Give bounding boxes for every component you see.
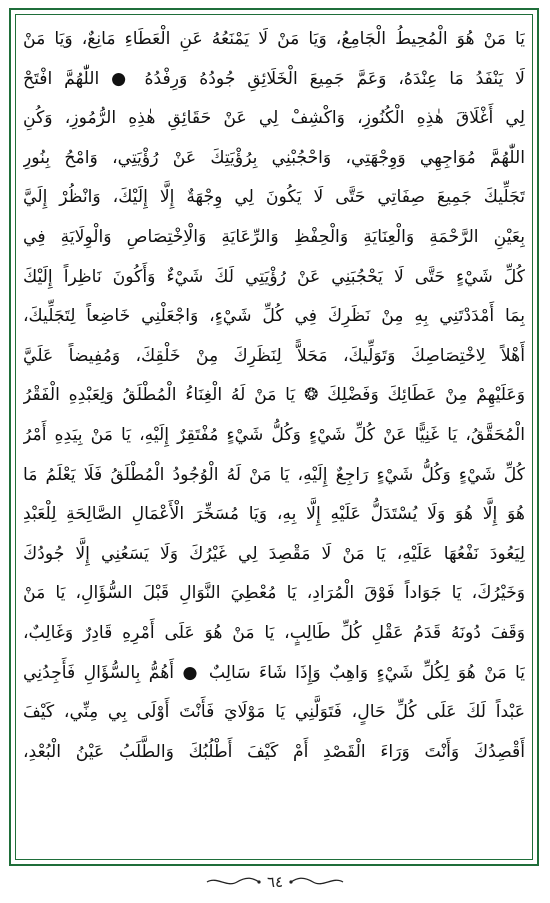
text-line: وَخَيْرُكَ، يَا جَوَاداً فَوْقَ الْمُرَادِ، يَا مُعْطِيَ النَّوَالِ قَبْلَ السُّؤَالِ، يَا مَنْ <box>23 583 525 604</box>
text-line: لِي أَغْلَاقَ هٰذِهِ الْكُنُوزِ، وَاكْشِفْ لِي عَنْ حَقَائِقِ هٰذِهِ الرُّمُوزِ، وَكُنِ <box>23 108 525 129</box>
text-line: بِمَا أَمْدَدْتَنِي بِهِ مِنْ نَظَرِكَ فِي كُلِّ شَيْءٍ، وَاجْعَلْنِي خَاضِعاً لِتَجَلِّيكَ، <box>23 306 525 327</box>
text-block <box>23 20 525 856</box>
text-line: وَقَفَ دُونَهُ قَدَمُ عَقْلِ كُلِّ طَالِبٍ، يَا مَنْ هُوَ عَلَى أَمْرِهِ قَادِرٌ وَغَالِبٌ، <box>23 622 525 643</box>
text-line: لَا يَنْفَدُ مَا عِنْدَهُ، وَعَمَّ جَمِيعَ الْخَلَائِقِ جُودُهُ وَرِفْدُهُ ● اللّٰهُمَّ افْتَحْ <box>23 68 525 89</box>
text-line: كُلِّ شَيْءٍ وَكُلُّ شَيْءٍ رَاجِعٌ إِلَيْهِ، يَا مَنْ لَهُ الْوُجُودُ الْمُطْلَقُ فَلَا يَعْلَمُ مَا <box>23 464 525 485</box>
text-line: عَبْداً لَكَ عَلَى كُلِّ حَالٍ، فَتَوَلَّنِي يَا مَوْلَايَ فَأَنْتَ أَوْلَى بِي مِنِّي، كَيْفَ <box>23 702 525 723</box>
text-line: يَا مَنْ هُوَ الْمُحِيطُ الْجَامِعُ، وَيَا مَنْ لَا يَمْنَعُهُ عَنِ الْعَطَاءِ مَانِعٌ، وَيَا مَنْ <box>23 29 525 49</box>
text-line: وَعَلَيْهِمْ مِنْ عَطَائِكَ وَفَضْلِكَ ❂ يَا مَنْ لَهُ الْغِنَاءُ الْمُطْلَقُ وَلِعَبْدِهِ الْفَقْرُ <box>23 385 525 406</box>
text-line: هُوَ إِلَّا هُوَ وَلَا يُسْتَدَلُّ عَلَيْهِ إِلَّا بِهِ، وَيَا مُسَخِّرَ الْأَعْمَالِ الصَّالِحَةِ لِلْعَبْدِ <box>23 504 525 525</box>
text-line: كُلِّ شَيْءٍ حَتَّى لَا يَحْجُبَنِي عَنْ رُؤْيَتِي لَكَ شَيْءٌ وَأَكُونَ نَاظِراً إِلَيْكَ <box>23 266 525 287</box>
page-number: ٦٤ <box>266 873 284 891</box>
text-line: لِيَعُودَ نَفْعُهَا عَلَيْهِ، يَا مَنْ لَا مَقْصِدَ لِي غَيْرُكَ وَلَا يَسَعُنِي إِلَّا جُودُكَ <box>23 543 525 564</box>
text-line: يَا مَنْ هُوَ لِكُلِّ شَيْءٍ وَاهِبٌ وَإِذَا شَاءَ سَالِبٌ ● أَهُمُّ بِالسُّؤَالِ فَأَجِدُنِي <box>23 662 525 683</box>
text-line: أَقْصِدُكَ وَأَنْتَ وَرَاءَ الْقَصْدِ أَمْ كَيْفَ أَطْلُبُكَ وَالطَّلَبُ عَيْنُ الْبُعْدِ، <box>23 741 525 762</box>
page-footer <box>0 869 550 895</box>
text-line: أَهْلاً لِاخْتِصَاصِكَ وَتَوَلِّيكَ، مَحَلاًّ لِنَظَرِكَ مِنْ خَلْقِكَ، وَمُفِيضاً عَلَيَّ <box>23 345 525 366</box>
page-frame <box>9 8 539 866</box>
flourish-right-icon <box>205 875 261 889</box>
flourish-left-icon <box>289 875 345 889</box>
text-line: اللّٰهُمَّ مُوَاجِهِي وَوِجْهَتِي، وَاحْجُبْنِي بِرُؤْيَتِكَ عَنْ رُؤْيَتِي، وَامْحُ بِنُورِ <box>23 147 525 168</box>
text-line: تَجَلِّيكَ جَمِيعَ صِفَاتِي حَتَّى لَا يَكُونَ لِي وِجْهَةٌ إِلَّا إِلَيْكَ، وَانْظُرْ إِلَيَّ <box>23 187 525 208</box>
text-line: الْمُحَقَّقُ، يَا غَنِيًّا عَنْ كُلِّ شَيْءٍ وَكُلُّ شَيْءٍ مُفْتَقِرٌ إِلَيْهِ، يَا مَنْ بِيَدِهِ أَمْرُ <box>23 424 525 445</box>
text-line: بِعَيْنِ الرَّحْمَةِ وَالْعِنَايَةِ وَالْحِفْظِ وَالرِّعَايَةِ وَالْاِخْتِصَاصِ وَالْوِلَايَةِ فِي <box>23 226 525 247</box>
